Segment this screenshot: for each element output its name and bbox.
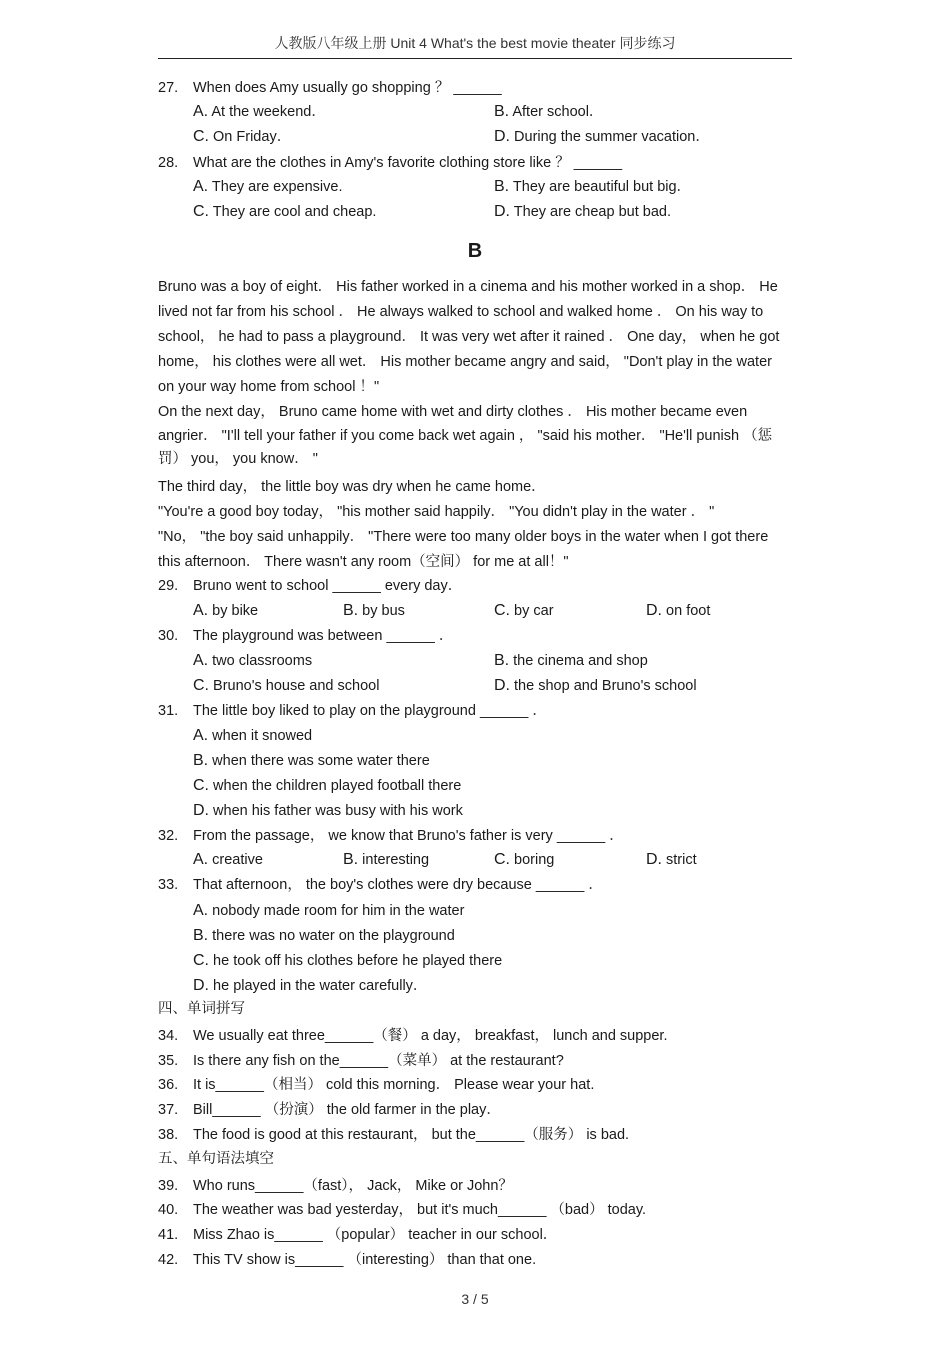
passage-line: On the next day， Bruno came home with wet and dirty clothes ． His mother became even <box>158 404 748 420</box>
option-31-d: D. when his father was busy with his work <box>193 802 463 819</box>
question-31 <box>158 702 547 720</box>
passage-line: "No， "the boy said unhappily． "There were too many older boys in the water when I got there <box>158 529 769 545</box>
option-28-a: A. They are expensive. <box>193 178 343 195</box>
option-27-a: A. At the weekend． <box>193 103 326 120</box>
option-32-d: D. strict <box>646 851 697 868</box>
option-32-c: C. boring <box>494 851 555 868</box>
question-28 <box>158 154 622 172</box>
option-31-a: A. when it snowed <box>193 727 313 744</box>
passage-line: 罚） you， you know． " <box>158 451 318 467</box>
question-number: 32. <box>158 828 179 844</box>
question-text: That afternoon， the boy's clothes were dry because ______ ． <box>193 877 603 893</box>
section-b-title: B <box>467 240 483 262</box>
passage-line: on your way home from school ！" <box>158 379 380 395</box>
spelling-item: 36. It is______（相当） cold this morning． Please wear your hat. <box>158 1077 595 1093</box>
section-5-title: 五、单句语法填空 <box>158 1151 274 1167</box>
option-27-c: C. On Friday． <box>193 128 292 145</box>
spelling-item: 34. We usually eat three______（餐） a day， breakfast， lunch and supper. <box>158 1028 668 1044</box>
option-29-b: B. by bus <box>343 602 405 619</box>
option-29-d: D. on foot <box>646 602 711 619</box>
question-number: 27. <box>158 80 179 96</box>
spelling-item: 38. The food is good at this restaurant， but the______（服务） is bad. <box>158 1127 630 1143</box>
option-30-c: C. Bruno's house and school <box>193 677 380 694</box>
grammar-item: 41. Miss Zhao is______ （popular） teacher in our school． <box>158 1227 558 1243</box>
option-29-a: A. by bike <box>193 602 259 619</box>
passage-line: this afternoon． There wasn't any room（空间） for me at all！" <box>158 554 569 570</box>
passage-line: school， he had to pass a playground． It was very wet after it rained ． One day， when he got <box>158 329 780 345</box>
option-31-b: B. when there was some water there <box>193 752 430 769</box>
passage-line: Bruno was a boy of eight． His father worked in a cinema and his mother worked in a shop． He <box>158 279 778 295</box>
option-28-b: B. They are beautiful but big． <box>494 178 692 195</box>
question-text: When does Amy usually go shopping ？ ______ <box>193 80 502 96</box>
spelling-item: 37. Bill______ （扮演） the old farmer in the play． <box>158 1102 501 1118</box>
option-32-a: A. creative <box>193 851 263 868</box>
question-text: The little boy liked to play on the playground ______ ． <box>193 703 547 719</box>
page-number: 3 / 5 <box>461 1291 489 1307</box>
option-28-d: D. They are cheap but bad. <box>494 203 671 220</box>
option-28-c: C. They are cool and cheap. <box>193 203 377 220</box>
option-27-b: B. After school． <box>494 103 604 120</box>
grammar-item: 42. This TV show is______ （interesting） than that one. <box>158 1252 537 1268</box>
question-33 <box>158 876 603 894</box>
option-33-b: B. there was no water on the playground <box>193 927 455 944</box>
option-33-c: C. he took off his clothes before he played there <box>193 952 503 969</box>
passage-line: home， his clothes were all wet． His mother became angry and said， "Don't play in the water <box>158 354 772 370</box>
option-29-c: C. by car <box>494 602 554 619</box>
question-29 <box>158 577 462 595</box>
passage-line: The third day， the little boy was dry when he came home． <box>158 479 546 495</box>
question-number: 33. <box>158 877 179 893</box>
question-number: 29. <box>158 578 179 594</box>
passage-line: "You're a good boy today， "his mother said happily． "You didn't play in the water ． " <box>158 504 715 520</box>
spelling-item: 35. Is there any fish on the______（菜单） at the restaurant? <box>158 1053 564 1069</box>
question-number: 31. <box>158 703 179 719</box>
option-27-d: D. During the summer vacation． <box>494 128 710 145</box>
option-30-d: D. the shop and Bruno's school <box>494 677 697 694</box>
passage-line: lived not far from his school ． He always walked to school and walked home ． On his way to <box>158 304 764 320</box>
passage-line: angrier． "I'll tell your father if you come back wet again ， "said his mother． "He'll punish （惩 <box>158 428 773 444</box>
grammar-item: 40. The weather was bad yesterday， but it's much______ （bad） today. <box>158 1202 647 1218</box>
question-number: 28. <box>158 155 179 171</box>
question-text: The playground was between ______ ． <box>193 628 454 644</box>
section-4-title: 四、单词拼写 <box>158 1001 245 1017</box>
question-30 <box>158 627 453 645</box>
question-number: 30. <box>158 628 179 644</box>
page-header: 人教版八年级上册 Unit 4 What's the best movie theater 同步练习 <box>158 33 792 59</box>
option-31-c: C. when the children played football there <box>193 777 462 794</box>
question-text: Bruno went to school ______ every day． <box>193 578 463 594</box>
question-text: What are the clothes in Amy's favorite clothing store like ？ ______ <box>193 155 623 171</box>
grammar-item: 39. Who runs______（fast）， Jack， Mike or John？ <box>158 1178 513 1194</box>
option-30-a: A. two classrooms <box>193 652 313 669</box>
question-32 <box>158 827 624 845</box>
option-32-b: B. interesting <box>343 851 430 868</box>
question-text: From the passage， we know that Bruno's father is very ______ ． <box>193 828 624 844</box>
question-27 <box>158 79 502 97</box>
option-33-a: A. nobody made room for him in the water <box>193 902 465 919</box>
option-33-d: D. he played in the water carefully． <box>193 977 428 994</box>
option-30-b: B. the cinema and shop <box>494 652 648 669</box>
